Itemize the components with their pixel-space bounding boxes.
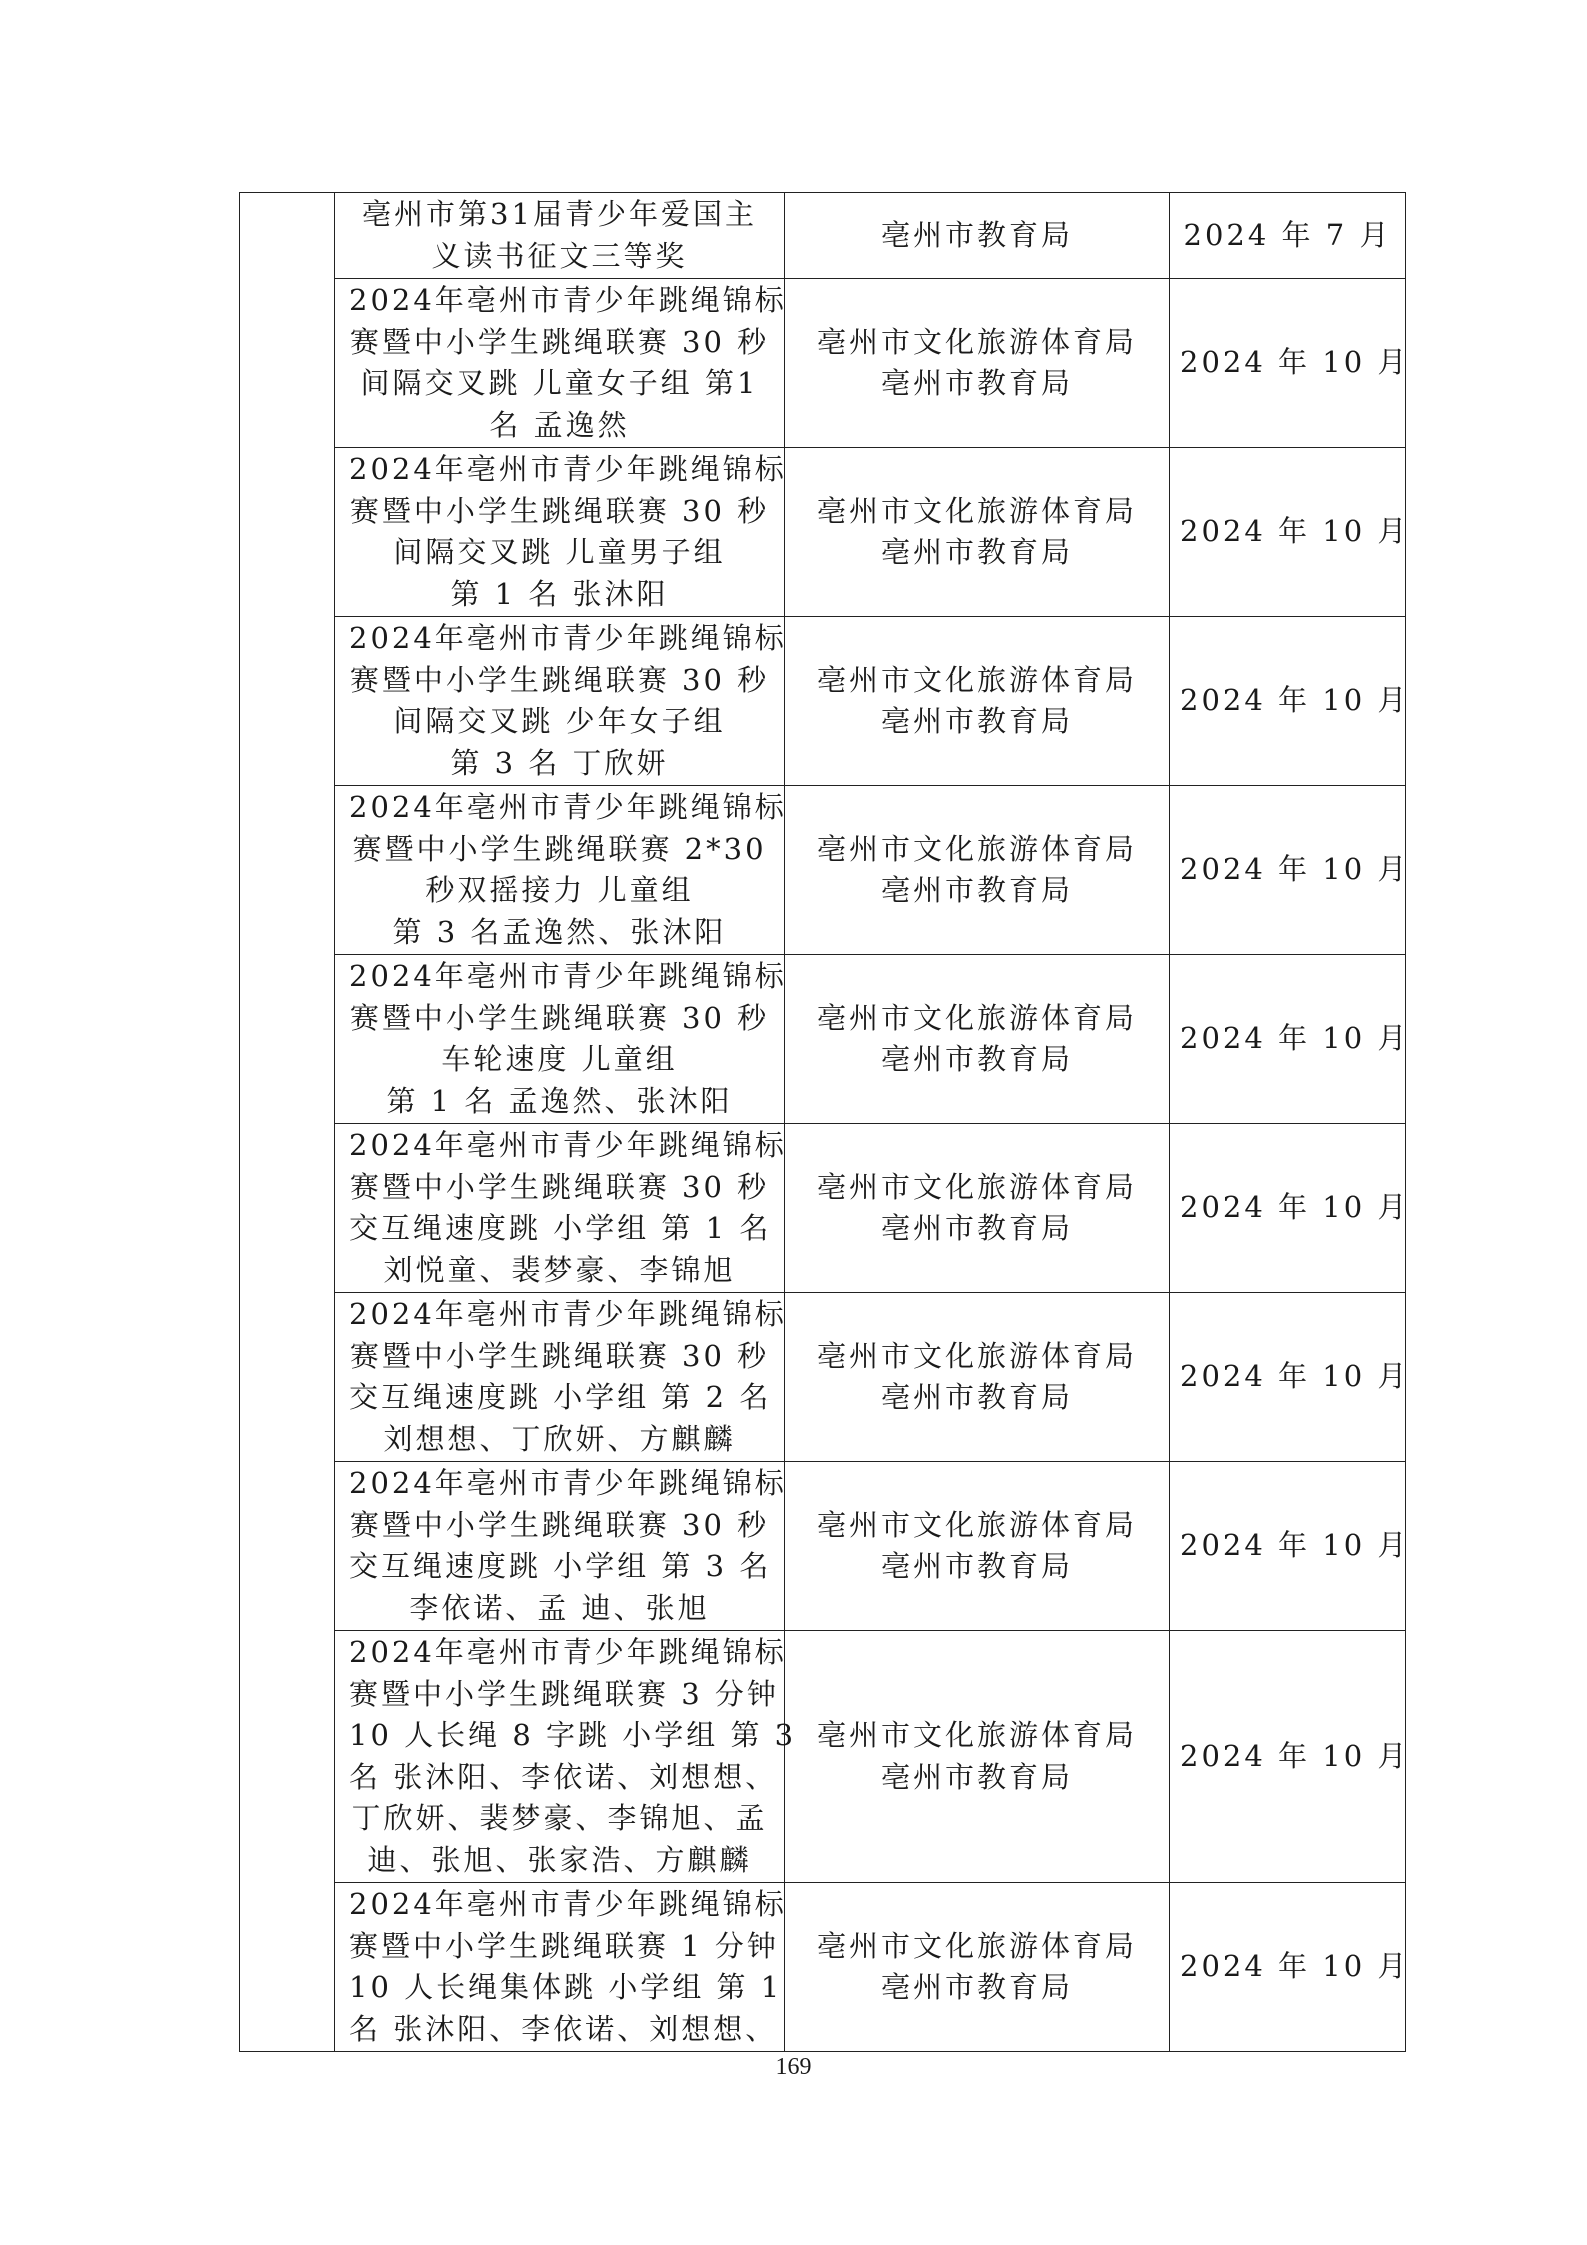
issuer-line: 亳州市教育局 — [880, 873, 1073, 907]
awards-table-body — [240, 193, 1410, 2052]
award-date: 2024 年 10 月 — [1180, 1021, 1410, 1056]
award-name-cell — [335, 1462, 785, 1631]
award-name-line: 10 人长绳集体跳 小学组 第 1 — [349, 1970, 783, 2004]
award-name-line: 第 3 名孟逸然、张沐阳 — [392, 914, 727, 949]
award-name-line: 2024年亳州市青少年跳绳锦标 — [349, 959, 787, 993]
issuer-cell — [785, 1883, 1170, 2052]
award-name-line: 间隔交叉跳 儿童男子组 — [393, 535, 726, 569]
award-name-line: 2024年亳州市青少年跳绳锦标 — [349, 1128, 787, 1162]
issuer-line: 亳州市文化旅游体育局 — [816, 1169, 1137, 1204]
award-name-line: 赛暨中小学生跳绳联赛 2*30 — [352, 831, 767, 866]
issuer-line: 亳州市文化旅游体育局 — [816, 1000, 1137, 1035]
date-cell — [1170, 279, 1410, 448]
date-cell — [1170, 1293, 1410, 1462]
award-name-cell — [335, 1883, 785, 2052]
award-name-line: 2024年亳州市青少年跳绳锦标 — [349, 1297, 787, 1331]
date-cell — [1170, 448, 1410, 617]
award-name-line: 丁欣妍、裴梦豪、李锦旭、孟 — [351, 1801, 768, 1835]
table-row — [240, 1631, 1406, 1883]
award-name-line: 2024年亳州市青少年跳绳锦标 — [349, 1635, 787, 1669]
award-date: 2024 年 10 月 — [1180, 1190, 1410, 1225]
issuer-line: 亳州市文化旅游体育局 — [816, 1928, 1137, 1963]
award-name-line: 赛暨中小学生跳绳联赛 30 秒 — [349, 1000, 770, 1035]
award-name-line: 赛暨中小学生跳绳联赛 30 秒 — [349, 662, 770, 697]
table-row — [240, 448, 1406, 617]
issuer-line: 亳州市文化旅游体育局 — [816, 493, 1137, 528]
table-row — [240, 1124, 1406, 1293]
issuer-line: 亳州市文化旅游体育局 — [816, 662, 1137, 697]
award-name-cell — [335, 1124, 785, 1293]
issuer-cell — [785, 955, 1170, 1124]
date-cell — [1170, 617, 1410, 786]
award-name-line: 2024年亳州市青少年跳绳锦标 — [349, 452, 787, 486]
date-cell — [1170, 1883, 1410, 2052]
award-name-line: 2024年亳州市青少年跳绳锦标 — [349, 1887, 787, 1921]
issuer-cell — [785, 786, 1170, 955]
award-name-line: 2024年亳州市青少年跳绳锦标 — [349, 283, 787, 317]
issuer-line: 亳州市教育局 — [880, 704, 1073, 738]
table-row — [240, 1293, 1406, 1462]
award-name-line: 2024年亳州市青少年跳绳锦标 — [349, 621, 787, 655]
awards-table — [239, 192, 1410, 2052]
issuer-line: 亳州市文化旅游体育局 — [816, 1338, 1137, 1373]
award-name-cell — [335, 955, 785, 1124]
award-date: 2024 年 10 月 — [1180, 1528, 1410, 1563]
award-date: 2024 年 10 月 — [1180, 852, 1410, 887]
award-name-cell — [335, 448, 785, 617]
table-row — [240, 279, 1406, 448]
award-name-line: 交互绳速度跳 小学组 第 1 名 — [349, 1211, 772, 1245]
award-date: 2024 年 10 月 — [1180, 1359, 1410, 1394]
issuer-cell — [785, 1631, 1170, 1883]
award-name-line: 迪、张旭、张家浩、方麒麟 — [367, 1842, 752, 1877]
issuer-cell — [785, 279, 1170, 448]
award-name-line: 2024年亳州市青少年跳绳锦标 — [349, 790, 787, 824]
issuer-cell — [785, 1462, 1170, 1631]
award-date: 2024 年 7 月 — [1183, 217, 1392, 252]
date-cell — [1170, 1124, 1410, 1293]
issuer-cell — [785, 1124, 1170, 1293]
award-name-line: 亳州市第31届青少年爱国主 — [362, 197, 757, 231]
date-cell — [1170, 955, 1410, 1124]
award-name-cell — [335, 279, 785, 448]
award-name-line: 赛暨中小学生跳绳联赛 30 秒 — [349, 324, 770, 359]
issuer-line: 亳州市文化旅游体育局 — [816, 1507, 1137, 1542]
date-cell — [1170, 1462, 1410, 1631]
issuer-line: 亳州市教育局 — [880, 1549, 1073, 1583]
issuer-line: 亳州市教育局 — [880, 1042, 1073, 1076]
issuer-line: 亳州市文化旅游体育局 — [816, 324, 1137, 359]
award-name-line: 赛暨中小学生跳绳联赛 30 秒 — [349, 493, 770, 528]
award-name-line: 秒双摇接力 儿童组 — [425, 873, 694, 907]
date-cell — [1170, 193, 1406, 279]
issuer-line: 亳州市教育局 — [880, 1211, 1073, 1245]
award-date: 2024 年 10 月 — [1180, 1949, 1410, 1984]
issuer-line: 亳州市文化旅游体育局 — [816, 1718, 1137, 1752]
issuer-line: 亳州市教育局 — [880, 217, 1073, 252]
issuer-cell — [785, 448, 1170, 617]
issuer-line: 亳州市教育局 — [880, 366, 1073, 400]
award-name-line: 名 孟逸然 — [489, 407, 630, 442]
date-cell — [1170, 1631, 1410, 1883]
table-row — [240, 955, 1406, 1124]
award-name-cell — [335, 193, 785, 279]
award-name-line: 义读书征文三等奖 — [431, 238, 688, 273]
issuer-line: 亳州市教育局 — [880, 1380, 1073, 1414]
award-name-cell — [335, 786, 785, 955]
issuer-cell — [785, 193, 1170, 279]
award-name-line: 赛暨中小学生跳绳联赛 1 分钟 — [349, 1928, 779, 1963]
issuer-cell — [785, 617, 1170, 786]
issuer-line: 亳州市文化旅游体育局 — [816, 831, 1137, 866]
award-name-line: 赛暨中小学生跳绳联赛 30 秒 — [349, 1507, 770, 1542]
category-cell — [240, 193, 335, 2052]
issuer-cell — [785, 1293, 1170, 1462]
award-name-line: 第 1 名 张沐阳 — [450, 576, 669, 611]
award-name-line: 赛暨中小学生跳绳联赛 30 秒 — [349, 1338, 770, 1373]
award-name-line: 第 1 名 孟逸然、张沐阳 — [386, 1083, 733, 1118]
award-name-line: 刘悦童、裴梦豪、李锦旭 — [383, 1252, 736, 1287]
table-row — [240, 1462, 1406, 1631]
date-cell — [1170, 786, 1410, 955]
award-name-cell — [335, 1631, 797, 1883]
issuer-line: 亳州市教育局 — [880, 1970, 1073, 2004]
award-name-line: 赛暨中小学生跳绳联赛 30 秒 — [349, 1169, 770, 1204]
issuer-line: 亳州市教育局 — [880, 1759, 1073, 1794]
award-name-line: 交互绳速度跳 小学组 第 2 名 — [349, 1380, 772, 1414]
award-name-line: 刘想想、丁欣妍、方麒麟 — [383, 1421, 736, 1456]
table-row — [240, 193, 1406, 279]
table-row — [240, 617, 1406, 786]
award-name-line: 交互绳速度跳 小学组 第 3 名 — [349, 1549, 772, 1583]
award-name-line: 车轮速度 儿童组 — [441, 1042, 678, 1076]
award-date: 2024 年 10 月 — [1180, 514, 1410, 549]
award-name-cell — [335, 1293, 785, 1462]
award-date: 2024 年 10 月 — [1180, 1738, 1410, 1773]
award-name-line: 间隔交叉跳 少年女子组 — [393, 704, 726, 738]
award-date: 2024 年 10 月 — [1180, 345, 1410, 380]
page-number: 169 — [775, 2054, 812, 2080]
award-name-line: 10 人长绳 8 字跳 小学组 第 3 — [349, 1718, 797, 1752]
table-row — [240, 1883, 1406, 2052]
table-row — [240, 786, 1406, 955]
issuer-line: 亳州市教育局 — [880, 535, 1073, 569]
award-name-line: 第 3 名 丁欣妍 — [450, 745, 669, 780]
award-name-line: 2024年亳州市青少年跳绳锦标 — [349, 1466, 787, 1500]
award-name-line: 赛暨中小学生跳绳联赛 3 分钟 — [349, 1676, 779, 1711]
award-name-line: 名 张沐阳、李依诺、刘想想、 — [349, 1759, 778, 1794]
award-date: 2024 年 10 月 — [1180, 683, 1410, 718]
award-name-line: 名 张沐阳、李依诺、刘想想、 — [349, 2011, 778, 2046]
award-name-line: 间隔交叉跳 儿童女子组 第1 — [360, 366, 759, 400]
award-name-line: 李依诺、孟 迪、张旭 — [409, 1590, 710, 1625]
award-name-cell — [335, 617, 785, 786]
